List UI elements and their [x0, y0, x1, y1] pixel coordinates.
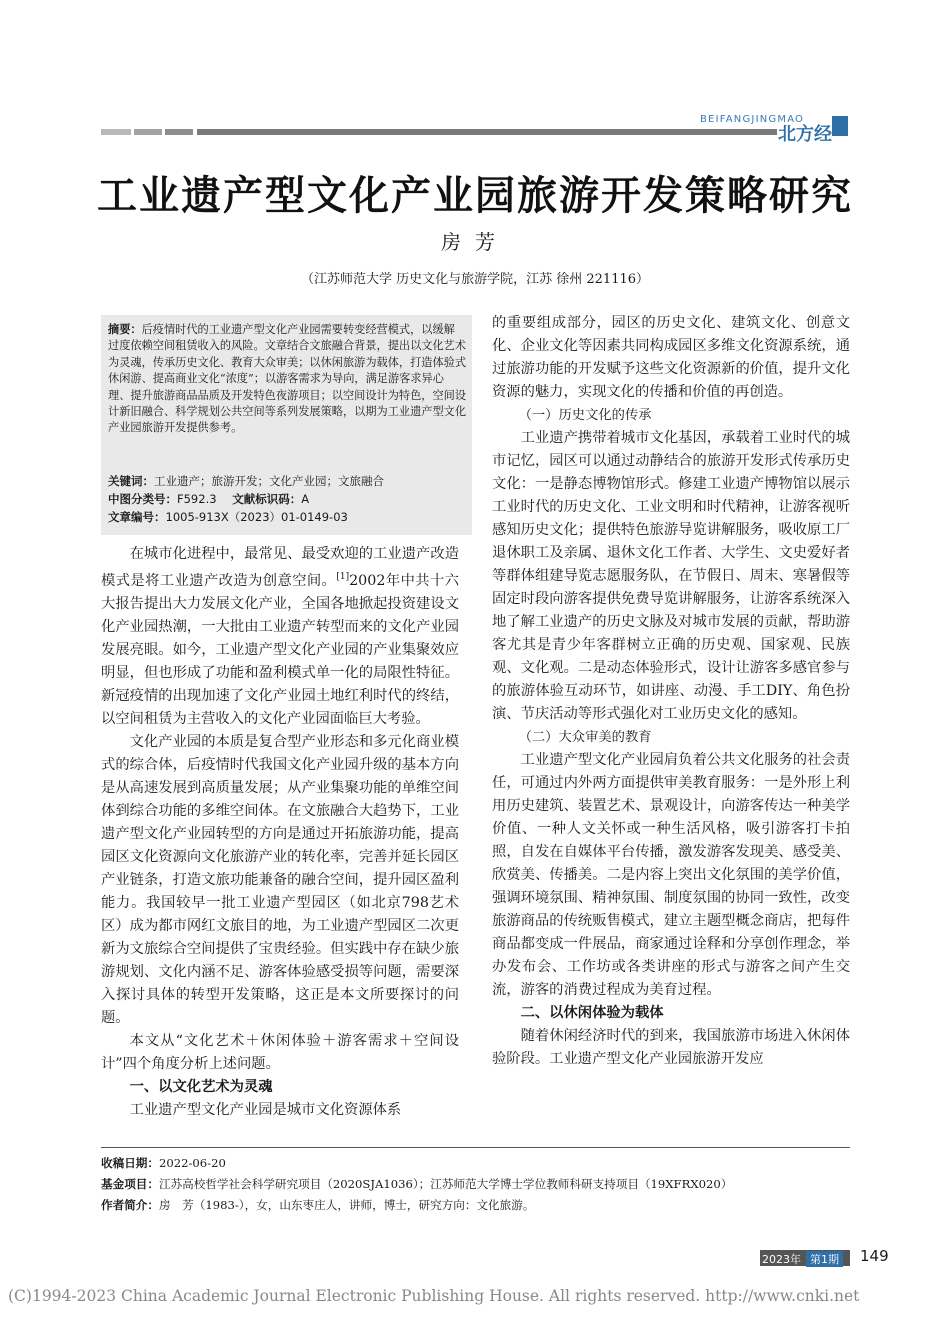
- paragraph: 工业遗产型文化产业园肩负着公共文化服务的社会责任，可通过内外两方面提供审美教育服务：一是外形上利用历史建筑、装置艺术、景观设计，向游客传达一种美学价值、一种人文关怀或一种生活风格，吸引游客打卡拍照，自发在自媒体平台传播，激发游客发现美、感受美、欣赏美、传播美。二是内容上突出文化氛围的美学价值，强调环境氛围、精神氛围、制度氛围的协同一致性，改变旅游商品的传统贩售模式，建立主题型概念商店，把每件商品都变成一件展品，商家通过诠释和分享创作理念，举办发布会、工作坊或各类讲座的形式与游客之间产生交流，游客的消费过程成为美育过程。: [492, 752, 850, 998]
- paragraph: 文化产业园的本质是复合型产业形态和多元化商业模式的综合体，后疫情时代我国文化产业园升级的基本方向是从高速发展到高质量发展；从产业集聚功能的单维空间体到综合功能的多维空间体。在文旅融合大趋势下，工业遗产型文化产业园转型的方向是通过开拓旅游功能，提高园区文化资源向文化旅游产业的转化率，完善并延长园区产业链条，打造文旅功能兼备的融合空间，提升园区盈利能力。我国较早一批工业遗产型园区（如北京798艺术区）成为都市网红文旅目的地，为工业遗产型园区二次更新为文旅综合空间提供了宝贵经验。但实践中存在缺少旅游规划、文化内涵不足、游客体验感受损等问题，需要深入探讨具体的转型开发策略，这正是本文所要探讨的问题。: [101, 733, 459, 1026]
- paragraph-text: 在城市化进程中，最常见、最受欢迎的工业遗产改造模式是将工业遗产改造为创意空间。: [101, 546, 459, 589]
- paragraph: 工业遗产携带着城市文化基因，承载着工业时代的城市记忆，园区可以通过动静结合的旅游开发形式传承历史文化：一是静态博物馆形式。修建工业遗产博物馆以展示工业时代的历史文化、工业文明和时代精神，让游客视听感知历史文化；提供特色旅游导览讲解服务，吸收原工厂退休职工及亲属、退休文化工作者、大学生、文史爱好者等群体组建导览志愿服务队，在节假日、周末、寒暑假等固定时段向游客提供免费导览讲解服务，让游客系统深入地了解工业遗产的历史文脉及对城市发展的贡献，帮助游客尤其是青少年客群树立正确的历史观、国家观、民族观、文化观。二是动态体验形式，设计让游客多感官参与的旅游体验互动环节，如讲座、动漫、手工DIY、角色扮演、节庆活动等形式强化对工业历史文化的感知。: [492, 430, 850, 722]
- clc-label: 中图分类号：: [108, 492, 177, 506]
- footnote-fund: [101, 1176, 861, 1192]
- paragraph: [101, 543, 459, 731]
- body-column-left: [101, 543, 459, 1122]
- paragraph: 工业遗产型文化产业园是城市文化资源体系: [129, 1101, 402, 1118]
- abstract-text: 后疫情时代的工业遗产型文化产业园需要转变经营模式，以缓解过度依赖空间租赁收入的风险。文章结合文旅融合背景，提出以文化艺术为灵魂，传承历史文化、教育大众审美；以休闲旅游为载体，打造体验式休闲游、提高商业文化“浓度”；以游客需求为导向，满足游客求异心理、提升旅游商品品质及开发特色夜游项目；以空间设计为特色，空间设计新旧融合、科学规划公共空间等系列发展策略，以期为工业遗产型文化产业园旅游开发提供参考。: [108, 323, 467, 435]
- footnote-label: 基金项目：: [101, 1177, 159, 1191]
- author-affiliation: （江苏师范大学 历史文化与旅游学院，江苏 徐州 221116）: [300, 272, 650, 287]
- journal-logo-block: [832, 116, 848, 136]
- footnote-label: 收稿日期：: [101, 1156, 159, 1170]
- doc-code-label: 文献标识码：: [232, 492, 302, 506]
- header-bar-2: [134, 129, 162, 135]
- body-column-right: [492, 312, 850, 1071]
- paragraph-text: 2002年中共十六大报告提出大力发展文化产业，全国各地掀起投资建设文化产业园热潮，一大批由工业遗产转型而来的文化产业园发展亮眼。如今，工业遗产型文化产业园的产业集聚效应明显，但也形成了功能和盈利模式单一化的局限性特征。新冠疫情的出现加速了文化产业园土地红利时代的终结，以空间租赁为主营收入的文化产业园面临巨大考验。: [101, 572, 460, 727]
- footnote-text: 房 芳（1983-），女，山东枣庄人，讲师，博士，研究方向：文化旅游。: [158, 1198, 535, 1212]
- article-number-line: [108, 509, 348, 525]
- issue-year: 2023年: [762, 1253, 801, 1266]
- header-bar-1: [101, 129, 131, 135]
- header-bar-4: [197, 129, 777, 135]
- footnote-received: [101, 1155, 861, 1171]
- footnote-label: 作者简介：: [101, 1198, 159, 1212]
- doc-code: A: [301, 492, 310, 506]
- keywords-label: 关键词：: [108, 474, 154, 488]
- citation-ref: [1]: [336, 572, 350, 582]
- article-no: 1005-913X（2023）01-0149-03: [165, 510, 348, 524]
- subsection-heading: （一）历史文化的传承: [518, 408, 652, 423]
- clc-code: F592.3: [177, 492, 217, 506]
- article-no-label: 文章编号：: [108, 510, 166, 524]
- keywords: 工业遗产；旅游开发；文化产业园；文旅融合: [154, 474, 384, 488]
- footnote-text: 江苏高校哲学社会科学研究项目（2020SJA1036）；江苏师范大学博士学位教师科研支持项目（19XFRX020）: [158, 1177, 733, 1191]
- journal-brand-en: BEIFANGJINGMAO: [700, 114, 805, 125]
- abstract: [108, 322, 466, 437]
- classification-line: [108, 491, 309, 507]
- paragraph: 的重要组成部分，园区的历史文化、建筑文化、创意文化、企业文化等因素共同构成园区多维文化资源系统，通过旅游功能的开发赋予这些文化资源新的价值，提升文化资源的魅力，实现文化的传播和价值的再创造。: [492, 315, 850, 400]
- section-heading: 一、以文化艺术为灵魂: [129, 1078, 273, 1095]
- article-title: 工业遗产型文化产业园旅游开发策略研究: [97, 173, 853, 219]
- subsection-heading: （二）大众审美的教育: [518, 730, 652, 745]
- copyright-notice: (C)1994-2023 China Academic Journal Electronic Publishing House. All rights reserved. http://www.cnki.net: [8, 1287, 860, 1305]
- journal-brand-cn: 北方经: [778, 124, 832, 145]
- section-heading: 二、以休闲体验为载体: [520, 1005, 664, 1021]
- issue-number: 第1期: [806, 1251, 843, 1267]
- page-number: 149: [860, 1247, 889, 1265]
- paragraph: 本文从“文化艺术＋休闲体验＋游客需求＋空间设计”四个角度分析上述问题。: [101, 1032, 459, 1072]
- footnote-text: 2022-06-20: [158, 1156, 226, 1170]
- abstract-label: 摘要：: [108, 323, 142, 336]
- header-bar-3: [165, 129, 193, 135]
- article-author: 房芳: [441, 230, 509, 254]
- footnote-rule: [101, 1147, 850, 1148]
- keywords-line: [108, 473, 384, 489]
- footnote-bio: [101, 1197, 861, 1213]
- paragraph: 随着休闲经济时代的到来，我国旅游市场进入休闲体验阶段。工业遗产型文化产业园旅游开发应: [492, 1028, 850, 1067]
